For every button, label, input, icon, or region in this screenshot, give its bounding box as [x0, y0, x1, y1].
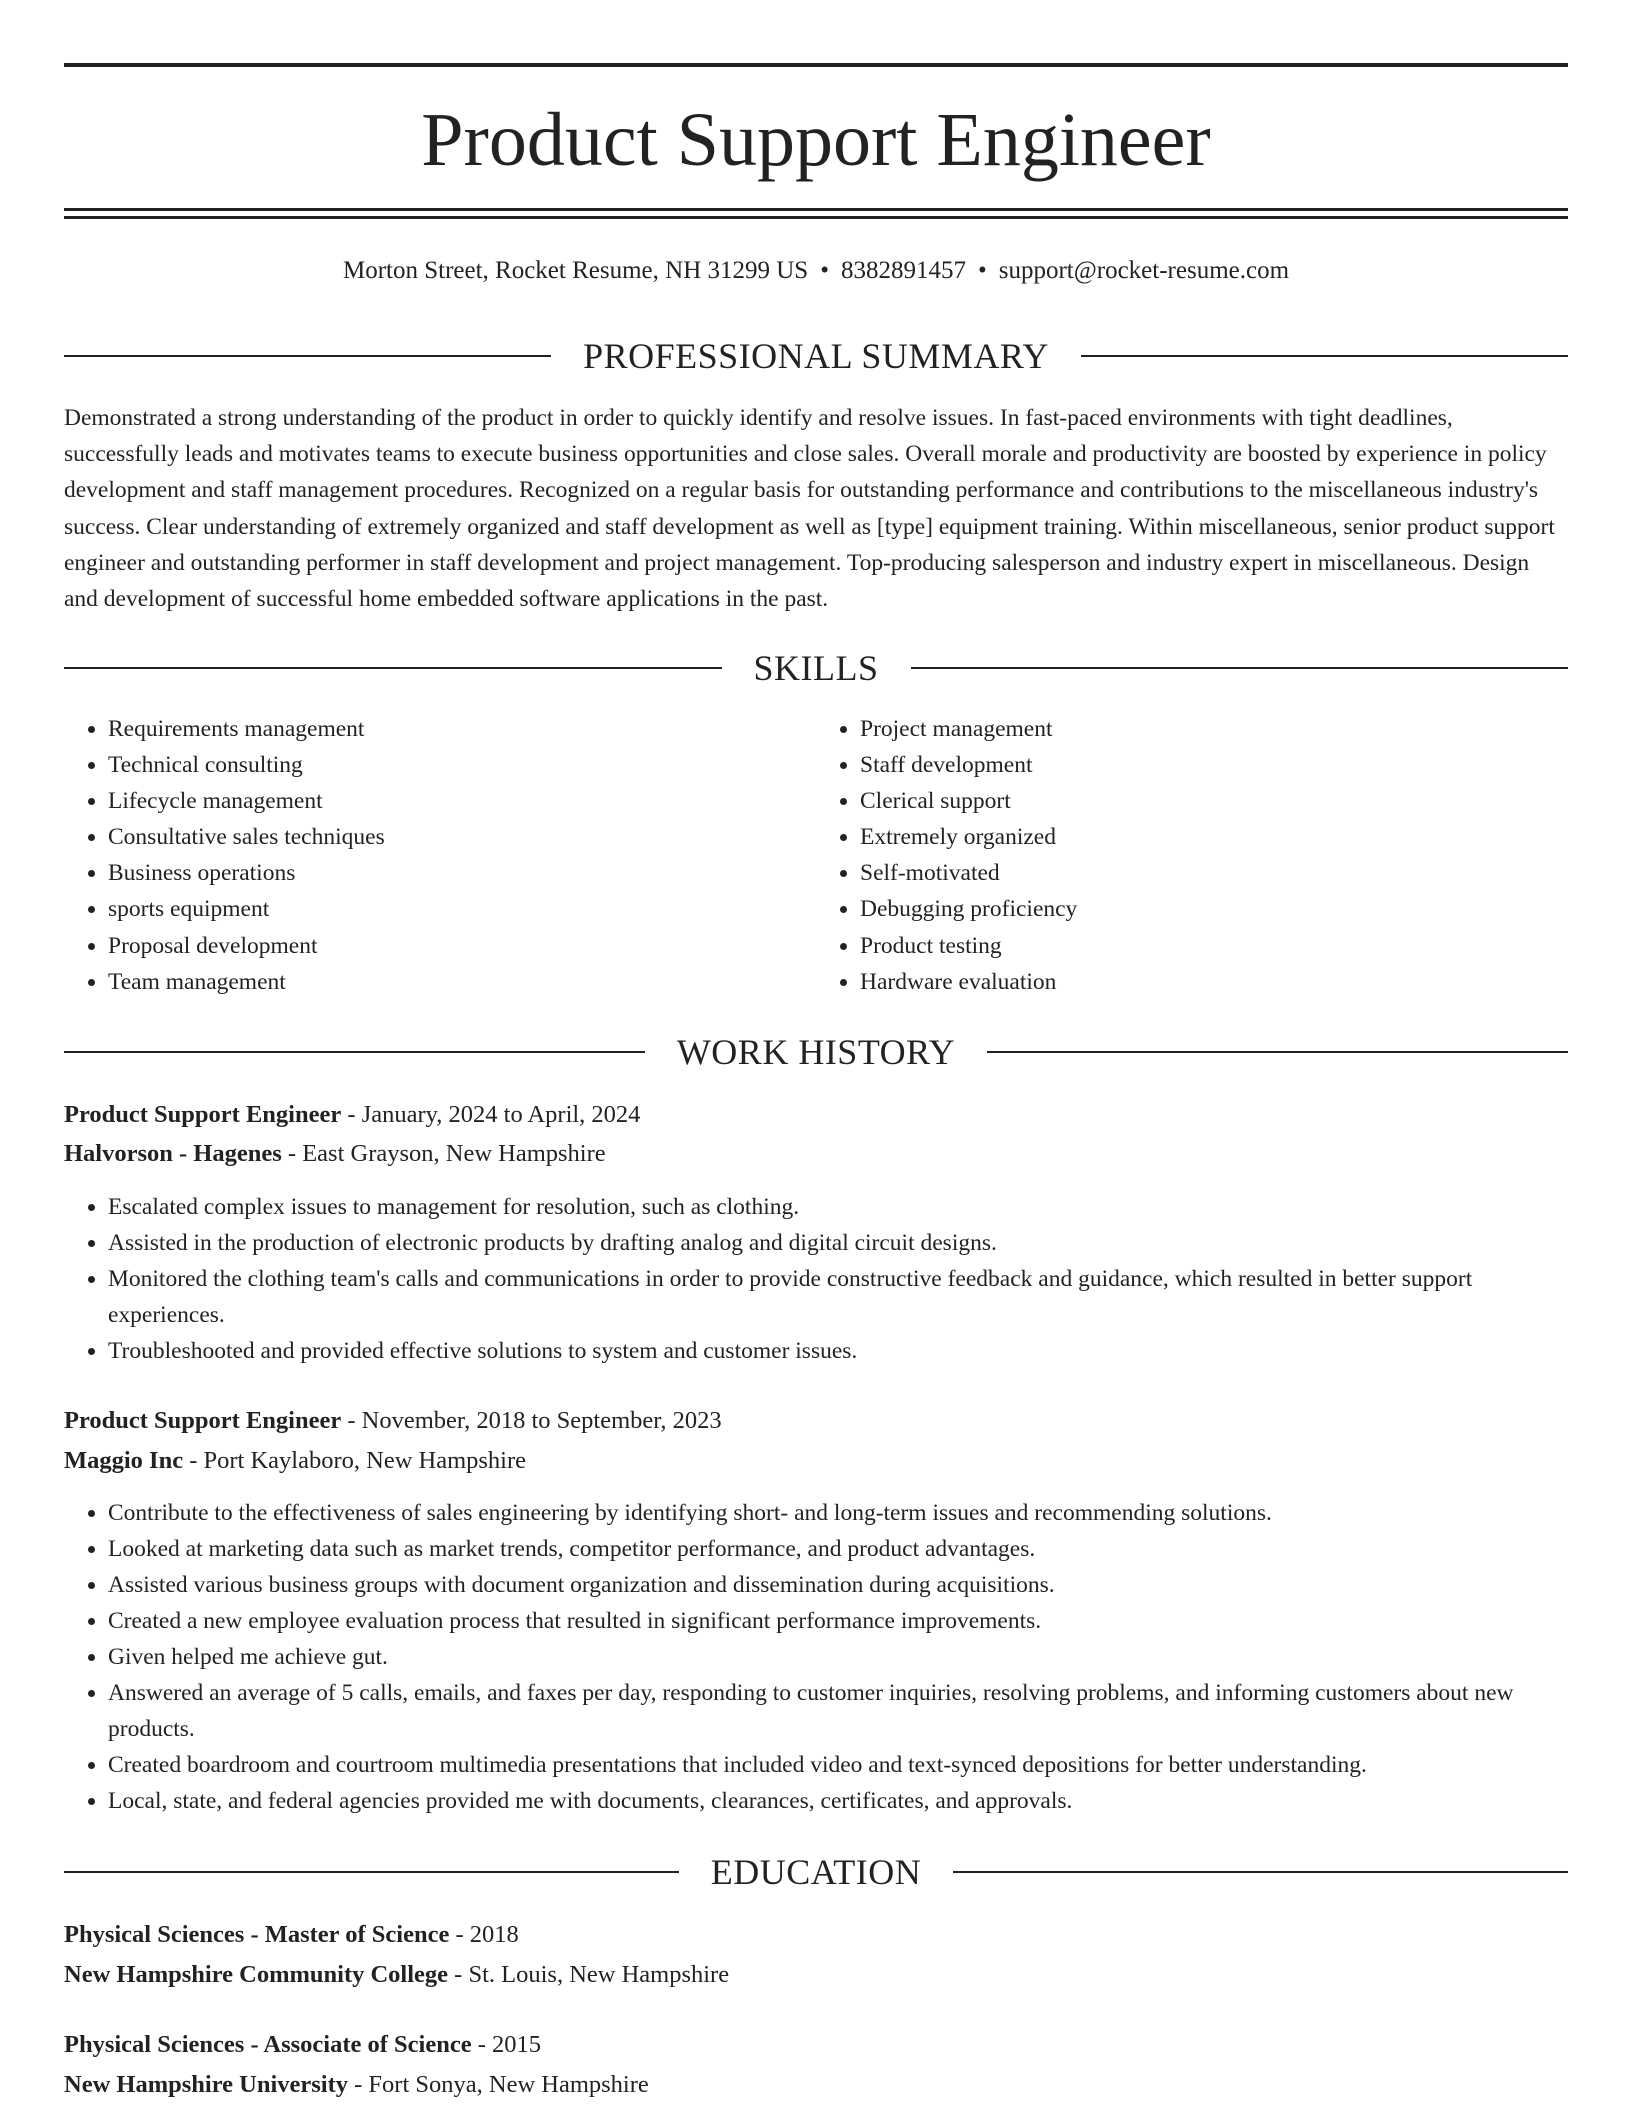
job-bullet: • Escalated complex issues to management for resolution, such as clothing.	[108, 1189, 1568, 1225]
skill-item: • Consultative sales techniques	[108, 819, 816, 855]
job-title-line	[64, 1097, 1568, 1133]
job-bullet: • Monitored the clothing team's calls and communications in order to provide constructive feedback and guidance, which resulted in better support experiences.	[108, 1261, 1568, 1333]
job-dates: - January, 2024 to April, 2024	[341, 1101, 641, 1128]
skill-item: • Product testing	[860, 928, 1568, 964]
education-degree-line	[64, 1917, 1568, 1953]
heading-rule-left	[64, 1871, 679, 1873]
skills-heading	[64, 646, 1568, 690]
job-bullet: • Contribute to the effectiveness of sales engineering by identifying short- and long-term issues and recommending solutions.	[108, 1495, 1568, 1531]
summary-text: Demonstrated a strong understanding of the product in order to quickly identify and resolve issues. In fast-paced environments with tight deadlines, successfully leads and motivates teams to execute business opportunities and close sales. Overall morale and productivity are boosted by experience in policy development and staff management procedures. Recognized on a regular basis for outstanding performance and contributions to the miscellaneous industry's success. Clear understanding of extremely organized and staff development as well as [type] equipment training. Within miscellaneous, senior product support engineer and outstanding performer in staff development and project management. Top-producing salesperson and industry expert in miscellaneous. Design and development of successful home embedded software applications in the past.	[64, 405, 1555, 613]
education-degree: Physical Sciences - Master of Science	[64, 1921, 450, 1948]
heading-rule-right	[953, 1871, 1568, 1873]
heading-rule-left	[64, 1051, 645, 1053]
job-bullet: • Looked at marketing data such as market trends, competitor performance, and product advantages.	[108, 1531, 1568, 1567]
skill-item: • Extremely organized	[860, 819, 1568, 855]
job-bullet: • Troubleshooted and provided effective solutions to system and customer issues.	[108, 1333, 1568, 1369]
title-rule-lower	[64, 216, 1568, 219]
education-year: - 2015	[471, 2031, 541, 2058]
heading-rule-right	[987, 1051, 1568, 1053]
job-company: Maggio Inc	[64, 1447, 184, 1474]
contact-separator: •	[820, 257, 829, 284]
heading-rule-right	[1081, 355, 1568, 357]
job-dates: - November, 2018 to September, 2023	[341, 1407, 722, 1434]
education-heading-label: EDUCATION	[710, 1852, 922, 1892]
job-location: - Port Kaylaboro, New Hampshire	[183, 1447, 527, 1474]
education-degree-line	[64, 2027, 1568, 2063]
skill-item: • Lifecycle management	[108, 783, 816, 819]
job-location: - East Grayson, New Hampshire	[281, 1140, 606, 1167]
contact-line	[64, 254, 1568, 288]
summary-heading-label: PROFESSIONAL SUMMARY	[583, 336, 1049, 376]
job-company: Halvorson - Hagenes	[64, 1140, 282, 1167]
skill-item: • Self-motivated	[860, 855, 1568, 891]
job-title-line	[64, 1403, 1568, 1439]
job-bullet: • Given helped me achieve gut.	[108, 1639, 1568, 1675]
skill-item: • Project management	[860, 711, 1568, 747]
heading-rule-left	[64, 355, 551, 357]
skill-item: • Staff development	[860, 747, 1568, 783]
page-title: Product Support Engineer	[421, 98, 1211, 182]
skills-list	[64, 711, 1568, 1000]
heading-rule-left	[64, 667, 722, 669]
skill-item: • Team management	[108, 964, 816, 1000]
job-bullet: • Local, state, and federal agencies provided me with documents, clearances, certificates, and approvals.	[108, 1783, 1568, 1819]
education-year: - 2018	[449, 1921, 519, 1948]
job-bullet: • Assisted in the production of electronic products by drafting analog and digital circuit designs.	[108, 1225, 1568, 1261]
education-school: New Hampshire University	[64, 2071, 348, 2098]
skill-item: • Debugging proficiency	[860, 891, 1568, 927]
education-school-line	[64, 1957, 1568, 1993]
job-title: Product Support Engineer	[64, 1101, 342, 1128]
heading-rule-right	[911, 667, 1569, 669]
contact-separator: •	[977, 257, 987, 284]
skill-item: • Requirements management	[108, 711, 816, 747]
education-heading	[64, 1850, 1568, 1894]
education-school-line	[64, 2067, 1568, 2103]
job-bullet: • Assisted various business groups with document organization and dissemination during acquisitions.	[108, 1567, 1568, 1603]
title-rule-upper	[64, 208, 1568, 211]
skill-item: • Business operations	[108, 855, 816, 891]
job-company-line	[64, 1136, 1568, 1172]
job-bullet: • Created boardroom and courtroom multimedia presentations that included video and text-synced depositions for better understanding.	[108, 1747, 1568, 1783]
job-bullet: • Answered an average of 5 calls, emails, and faxes per day, responding to customer inquiries, resolving problems, and informing customers about new products.	[108, 1675, 1568, 1747]
education-location: - St. Louis, New Hampshire	[448, 1961, 730, 1988]
skills-column-left	[64, 711, 816, 1000]
work-heading-label: WORK HISTORY	[676, 1032, 956, 1072]
job-bullets	[64, 1189, 1568, 1369]
education-location: - Fort Sonya, New Hampshire	[348, 2071, 649, 2098]
contact-email: support@rocket-resume.com	[998, 257, 1290, 284]
skill-item: • Clerical support	[860, 783, 1568, 819]
skill-item: • Technical consulting	[108, 747, 816, 783]
summary-heading	[64, 334, 1568, 378]
job-company-line	[64, 1443, 1568, 1479]
skill-item: • Proposal development	[108, 928, 816, 964]
job-title: Product Support Engineer	[64, 1407, 342, 1434]
job-bullets	[64, 1495, 1568, 1819]
skill-item: • Hardware evaluation	[860, 964, 1568, 1000]
top-rule	[64, 63, 1568, 67]
education-school: New Hampshire Community College	[64, 1961, 449, 1988]
skill-item: • sports equipment	[108, 891, 816, 927]
skills-heading-label: SKILLS	[753, 648, 879, 688]
job-bullet: • Created a new employee evaluation process that resulted in significant performance improvements.	[108, 1603, 1568, 1639]
education-degree: Physical Sciences - Associate of Science	[64, 2031, 472, 2058]
skills-column-right	[816, 711, 1568, 1000]
contact-phone: 8382891457	[840, 257, 966, 284]
work-heading	[64, 1030, 1568, 1074]
contact-address: Morton Street, Rocket Resume, NH 31299 US	[342, 257, 809, 284]
